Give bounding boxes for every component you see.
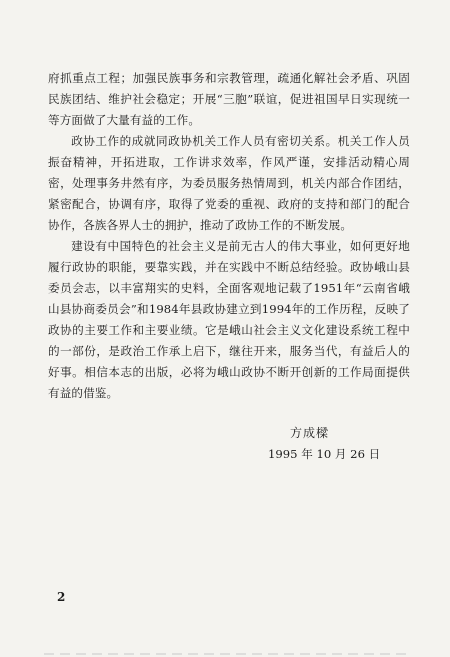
page-number: 2 <box>57 590 66 604</box>
paragraph-staff-achievements: 政协工作的成就同政协机关工作人员有密切关系。机关工作人员振奋精神，开拓进取，工作讲求效率，作风严谨，安排活动精心周密，处理事务井然有序，为委员服务热情周到，机关内部合作团结，紧密配合，协调有序，取得了党委的重视、政府的支持和部门的配合协作，各族各界人士的拥护，推动了政协工作的不断发展。 <box>48 134 410 232</box>
signing-date: 1995 年 10 月 26 日 <box>268 447 381 461</box>
paragraph-continued: 府抓重点工程；加强民族事务和宗教管理，疏通化解社会矛盾、巩固民族团结、维护社会稳定；开展“三胞”联谊，促进祖国早日实现统一等方面做了大量有益的工作。 <box>48 71 410 127</box>
author-signature: 方成樑 <box>290 426 330 440</box>
body-text <box>48 68 410 404</box>
bottom-edge-rule <box>44 653 406 655</box>
paragraph-gazetteer-purpose: 建设有中国特色的社会主义是前无古人的伟大事业，如何更好地履行政协的职能，要靠实践，并在实践中不断总结经验。政协峨山县委员会志，以丰富翔实的史料，全面客观地记载了1951年“云南省峨山县协商委员会”和1984年县政协建立到1994年的工作历程，反映了政协的主要工作和主要业绩。它是峨山社会主义文化建设系统工程中的一部份，是政治工作承上启下，继往开来，服务当代，有益后人的好事。相信本志的出版，必将为峨山政协不断开创新的工作局面提供有益的借鉴。 <box>48 239 410 400</box>
